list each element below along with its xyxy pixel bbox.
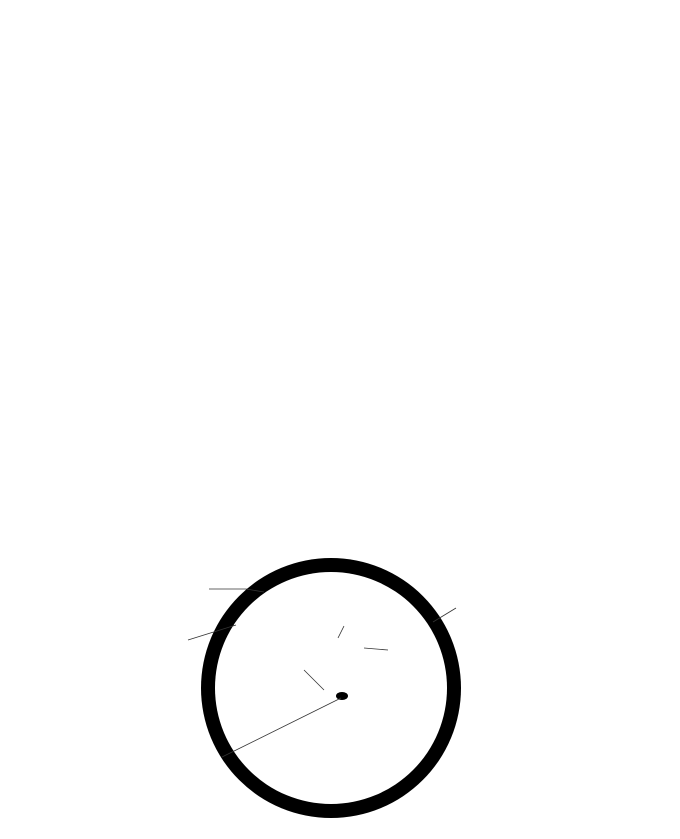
reverse-transcriptase-shape — [336, 692, 348, 700]
hiv-virion-diagram — [106, 530, 546, 835]
virion-interior — [215, 572, 447, 804]
